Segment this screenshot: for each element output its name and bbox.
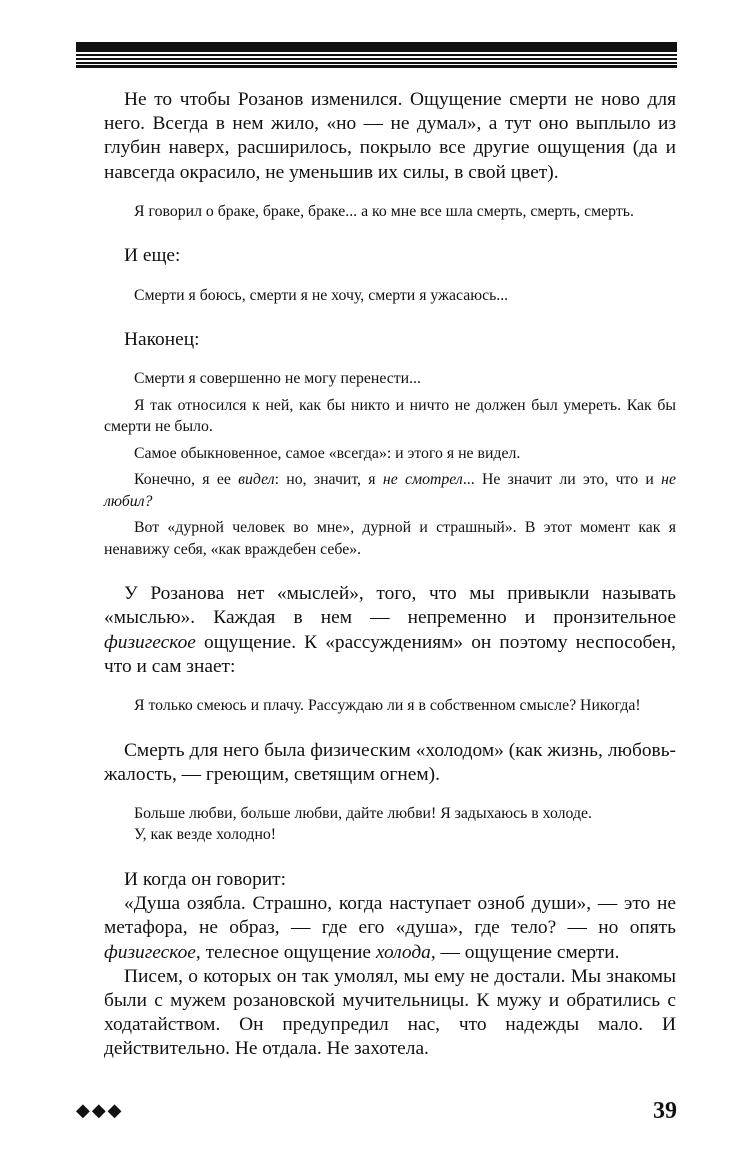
italic-text: не смотрел [382, 471, 463, 489]
text-run: ... Не значит ли это, что и [462, 471, 662, 489]
paragraph: Смерть для него была физическим «холодом» (как жизнь, любовь-жалость, — греющим, светящим огнем). [104, 739, 676, 785]
paragraph: Не то чтобы Розанов изменился. Ощущение смерти не ново для него. Всегда в нем жило, «но — не думал», а тут оно выплыло из глубин наверх, расширилось, покрыло все другие ощущения (да и навсегда окрасило, не уменьшив их силы, в свой цвет). [104, 89, 676, 183]
quote: Вот «дурной человек во мне», дурной и страшный». В этот момент как я ненавижу себя, «как враждебен себе». [104, 519, 676, 558]
paragraph: Писем, о которых он так умолял, мы ему не достали. Мы знакомы были с мужем розановской мучительницы. К мужу и обратились с ходатайством. Он предупредил нас, что надежды мало. И действительно. Не отдала. Не захотела. [104, 965, 676, 1060]
italic-text: видел [238, 471, 275, 489]
page-number: 39 [653, 1098, 677, 1124]
text-run: : но, значит, я [274, 471, 383, 489]
text-run: «Душа озябла. Страшно, когда наступает озноб души», — это не метафора, не образ, — где его «душа», где тело? — но опять [104, 893, 676, 939]
text-run: , телесное ощущение [195, 941, 376, 963]
header-rule [76, 42, 677, 68]
quote: Больше любви, больше любви, дайте любви! Я задыхаюсь в холоде. [134, 804, 592, 822]
text-run: Конечно, я ее [134, 471, 239, 489]
paragraph [104, 582, 676, 679]
paragraph: И когда он говорит: [124, 868, 287, 890]
quote: Смерти я боюсь, смерти я не хочу, смерти я ужасаюсь... [134, 286, 509, 304]
quote: Я так относился к ней, как бы никто и ничто не должен был умереть. Как бы смерти не было. [104, 396, 676, 436]
text-run: , — ощущение смерти. [430, 941, 620, 963]
diamond-ornament-icon: ◆◆◆ [76, 1100, 124, 1121]
page-footer [76, 1098, 677, 1128]
italic-text: физигеское [104, 631, 196, 653]
paragraph [104, 892, 676, 965]
quote: Смерти я совершенно не могу перенести... [134, 370, 421, 388]
text-run: ощущение. К «рассуждениям» он поэтому неспособен, что и сам знает: [104, 631, 676, 677]
quote [104, 469, 676, 512]
italic-text: холода [375, 941, 431, 963]
quote: У, как везде холодно! [134, 826, 277, 844]
italic-text: не любил? [104, 471, 677, 510]
quote: Самое обыкновенное, самое «всегда»: и этого я не видел. [134, 444, 521, 462]
text-run: У Розанова нет «мыслей», того, что мы привыкли называть «мыслью». Каждая в нем — непременно и пронзительное [104, 583, 676, 629]
italic-text: физигеское [104, 941, 196, 963]
page-content [104, 88, 676, 1062]
quote: Я только смеюсь и плачу. Рассуждаю ли я в собственном смысле? Никогда! [134, 697, 641, 715]
paragraph: Наконец: [124, 329, 200, 351]
paragraph: И еще: [124, 245, 181, 267]
quote: Я говорил о браке, браке, браке... а ко мне все шла смерть, смерть, смерть. [134, 202, 634, 220]
